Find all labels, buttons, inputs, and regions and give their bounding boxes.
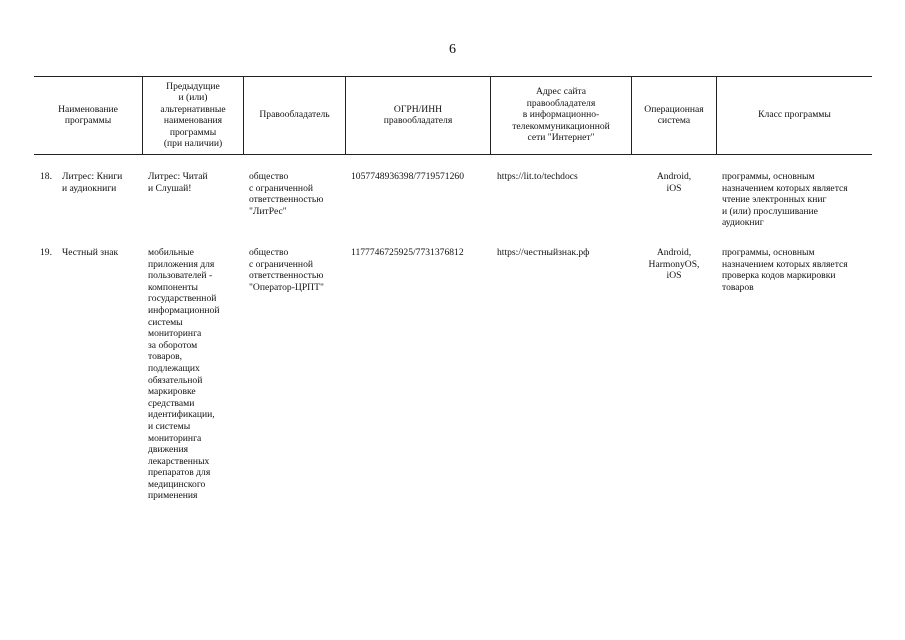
header-site-label: Адрес сайта правообладателя в информационно- телекоммуникационной сети "Интернет" <box>512 86 610 144</box>
header-owner-label: Правообладатель <box>259 109 330 121</box>
owner: общество с ограниченной ответственностью "Оператор-ЦРПТ" <box>249 247 324 293</box>
ogrn-inn: 1057748936398/7719571260 <box>351 171 464 182</box>
alt-names: Литрес: Читай и Слушай! <box>148 171 208 194</box>
program-class: программы, основным назначением которых является чтение электронных книг и (или) прослушивание аудиокниг <box>722 171 848 229</box>
table-header-bottom-rule <box>34 154 872 155</box>
header-class-label: Класс программы <box>758 109 831 121</box>
header-program-name-label: Наименование программы <box>58 103 118 126</box>
program-class: программы, основным назначением которых является проверка кодов маркировки товаров <box>722 247 848 293</box>
operating-system: Android, HarmonyOS, iOS <box>648 247 700 282</box>
row-number: 19. <box>40 247 52 258</box>
page-number: 6 <box>449 42 456 57</box>
alt-names: мобильные приложения для пользователей - компоненты государственной информационной системы мониторинга за оборотом товаров, подлежащих обязательной маркировке средствами идентификации, и системы мониторинга движения лекарственных препаратов для медицинского применения <box>148 247 220 502</box>
ogrn-inn: 1177746725925/7731376812 <box>351 247 464 258</box>
header-program-name <box>34 76 142 154</box>
header-alt-names <box>143 76 243 154</box>
header-os <box>632 76 716 154</box>
site-link[interactable]: https://lit.to/techdocs <box>497 171 578 182</box>
site-link[interactable]: https://честныйзнак.рф <box>497 247 590 258</box>
program-name: Литрес: Книги и аудиокниги <box>62 171 123 194</box>
header-ogrn-inn-label: ОГРН/ИНН правообладателя <box>383 103 453 126</box>
header-class <box>717 76 872 154</box>
header-ogrn-inn <box>346 76 490 154</box>
owner: общество с ограниченной ответственностью "ЛитРес" <box>249 171 324 217</box>
header-site <box>491 76 631 154</box>
header-owner <box>244 76 345 154</box>
header-alt-names-label: Предыдущие и (или) альтернативные наименования программы (при наличии) <box>160 80 226 149</box>
header-os-label: Операционная система <box>644 103 704 126</box>
program-name: Честный знак <box>62 247 119 258</box>
operating-system: Android, iOS <box>656 171 692 194</box>
row-number: 18. <box>40 171 52 182</box>
